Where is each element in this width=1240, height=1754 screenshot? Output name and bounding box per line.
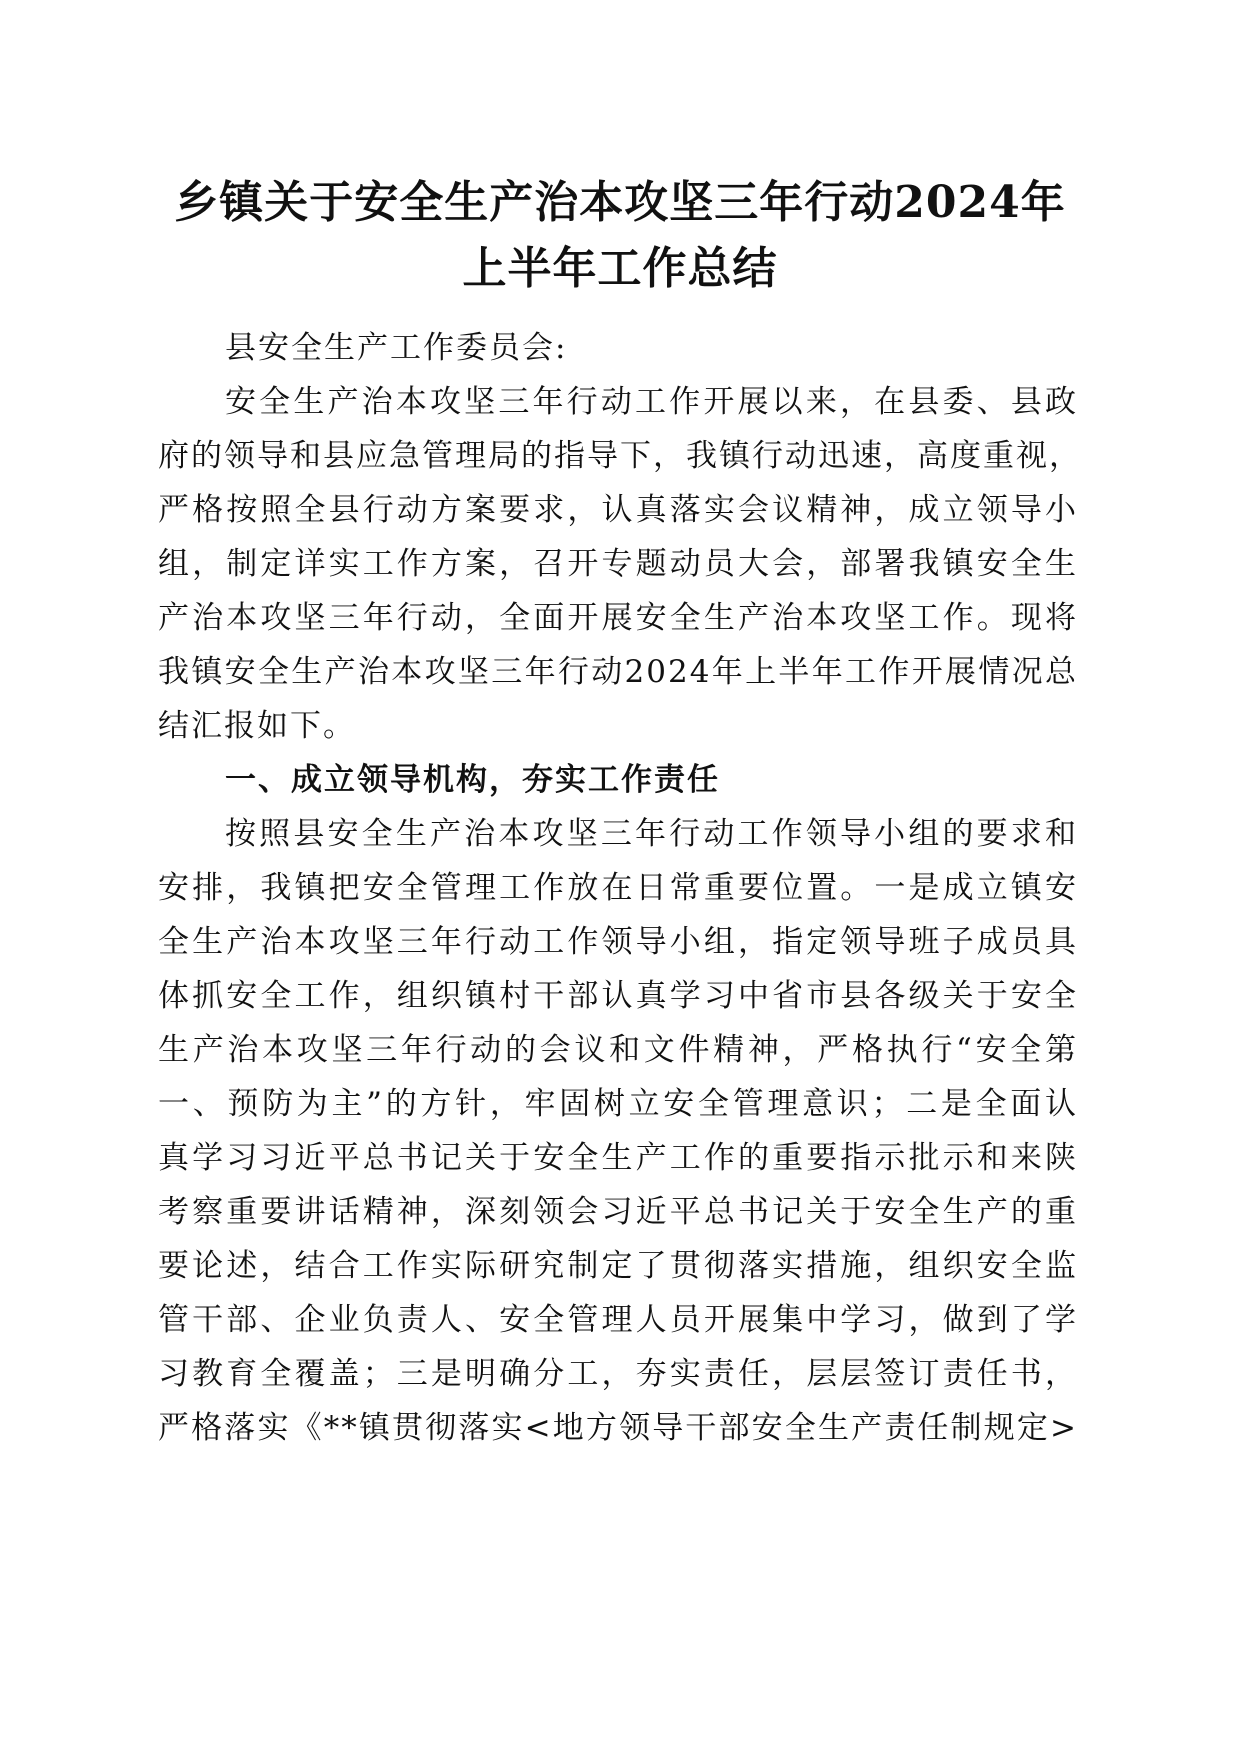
- document-body: [158, 321, 1082, 1455]
- paragraph-line: 考察重要讲话精神，深刻领会习近平总书记关于安全生产的重: [158, 1194, 1078, 1230]
- salutation: [158, 321, 1078, 375]
- paragraph-line: 要论述，结合工作实际研究制定了贯彻落实措施，组织安全监: [158, 1248, 1078, 1284]
- salutation-text: 县安全生产工作委员会:: [225, 330, 568, 366]
- paragraph-line: 结汇报如下。: [158, 708, 356, 744]
- title-line-2: 上半年工作总结: [462, 243, 778, 294]
- paragraph-line: 生产治本攻坚三年行动的会议和文件精神，严格执行“安全第: [158, 1032, 1078, 1068]
- paragraph-line: 安排，我镇把安全管理工作放在日常重要位置。一是成立镇安: [158, 870, 1078, 906]
- paragraph-line: 真学习习近平总书记关于安全生产工作的重要指示批示和来陕: [158, 1140, 1078, 1176]
- paragraph-line: 管干部、企业负责人、安全管理人员开展集中学习，做到了学: [158, 1302, 1078, 1338]
- paragraph-line: 全生产治本攻坚三年行动工作领导小组，指定领导班子成员具: [158, 924, 1078, 960]
- paragraph-line: 严格按照全县行动方案要求，认真落实会议精神，成立领导小: [158, 492, 1078, 528]
- paragraph-line: 府的领导和县应急管理局的指导下，我镇行动迅速，高度重视，: [158, 438, 1082, 474]
- paragraph-line: 习教育全覆盖；三是明确分工，夯实责任，层层签订责任书，: [158, 1356, 1078, 1392]
- paragraph-line: 严格落实《**镇贯彻落实<地方领导干部安全生产责任制规定>: [158, 1410, 1078, 1446]
- paragraph-line: 组，制定详实工作方案，召开专题动员大会，部署我镇安全生: [158, 546, 1078, 582]
- section-heading-text: 一、成立领导机构，夯实工作责任: [225, 762, 720, 798]
- paragraph-line: 产治本攻坚三年行动，全面开展安全生产治本攻坚工作。现将: [158, 600, 1078, 636]
- section-1-heading: [158, 753, 1078, 807]
- intro-paragraph: [158, 375, 1082, 753]
- paragraph-line: 一、预防为主”的方针，牢固树立安全管理意识；二是全面认: [158, 1086, 1078, 1122]
- document-title: [130, 170, 1110, 302]
- paragraph-line: 我镇安全生产治本攻坚三年行动2024年上半年工作开展情况总: [158, 654, 1078, 690]
- paragraph-line: 安全生产治本攻坚三年行动工作开展以来，在县委、县政: [225, 384, 1078, 420]
- paragraph-line: 体抓安全工作，组织镇村干部认真学习中省市县各级关于安全: [158, 978, 1078, 1014]
- section-1-paragraph: [158, 807, 1078, 1455]
- title-line-1: 乡镇关于安全生产治本攻坚三年行动2024年: [174, 177, 1066, 228]
- paragraph-line: 按照县安全生产治本攻坚三年行动工作领导小组的要求和: [225, 816, 1078, 852]
